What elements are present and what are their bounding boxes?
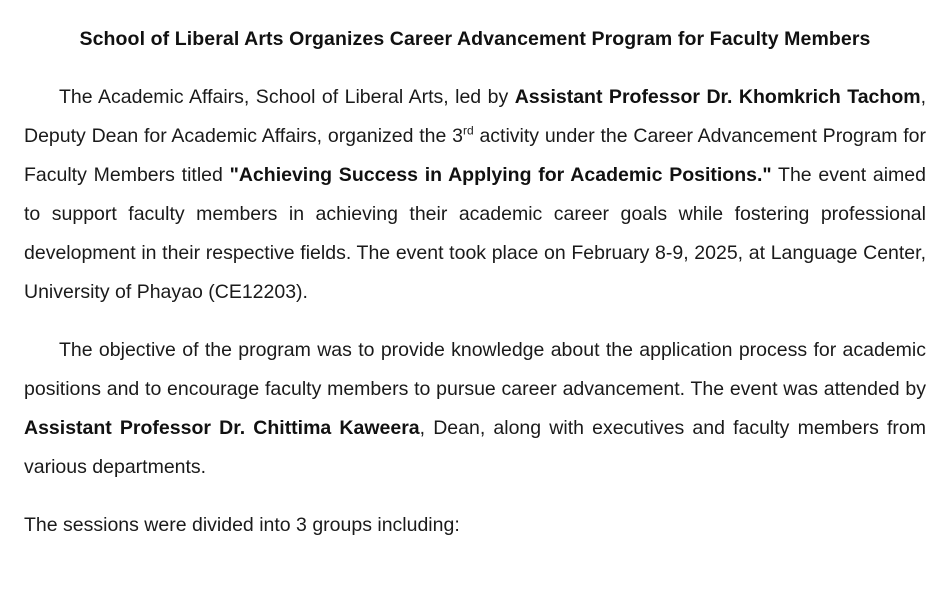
ordinal-suffix: rd (463, 123, 474, 138)
program-title: "Achieving Success in Applying for Academic Positions." (229, 164, 772, 186)
objective-intro-text: The objective of the program was to provide knowledge about the application process for academic positions and to encourage faculty members to pursue career advancement. The event was attended by (24, 339, 926, 400)
article-page (24, 22, 926, 545)
deputy-dean-name: Assistant Professor Dr. Khomkrich Tachom (514, 86, 921, 108)
paragraph-program-objective (24, 331, 926, 487)
event-details-text: The event aimed to support faculty members in achieving their academic career goals while fostering professional development in their respective fields. The event took place on February 8-9, 2025, at Language Center, University of Phayao (CE12203). (24, 164, 926, 303)
paragraph-sessions-intro: The sessions were divided into 3 groups including: (24, 514, 460, 536)
paragraph-program-overview (24, 78, 926, 312)
overview-intro-text: The Academic Affairs, School of Liberal Arts, led by (59, 86, 515, 108)
deputy-dean-role-text: , Deputy Dean for Academic Affairs, organized the 3 (24, 86, 926, 147)
attendees-text: , Dean, along with executives and faculty members from various departments. (24, 417, 926, 478)
activity-intro-text: activity under the Career Advancement Program for Faculty Members titled (24, 125, 926, 186)
dean-name: Assistant Professor Dr. Chittima Kaweera (24, 417, 420, 439)
article-title: School of Liberal Arts Organizes Career Advancement Program for Faculty Members (79, 28, 871, 50)
